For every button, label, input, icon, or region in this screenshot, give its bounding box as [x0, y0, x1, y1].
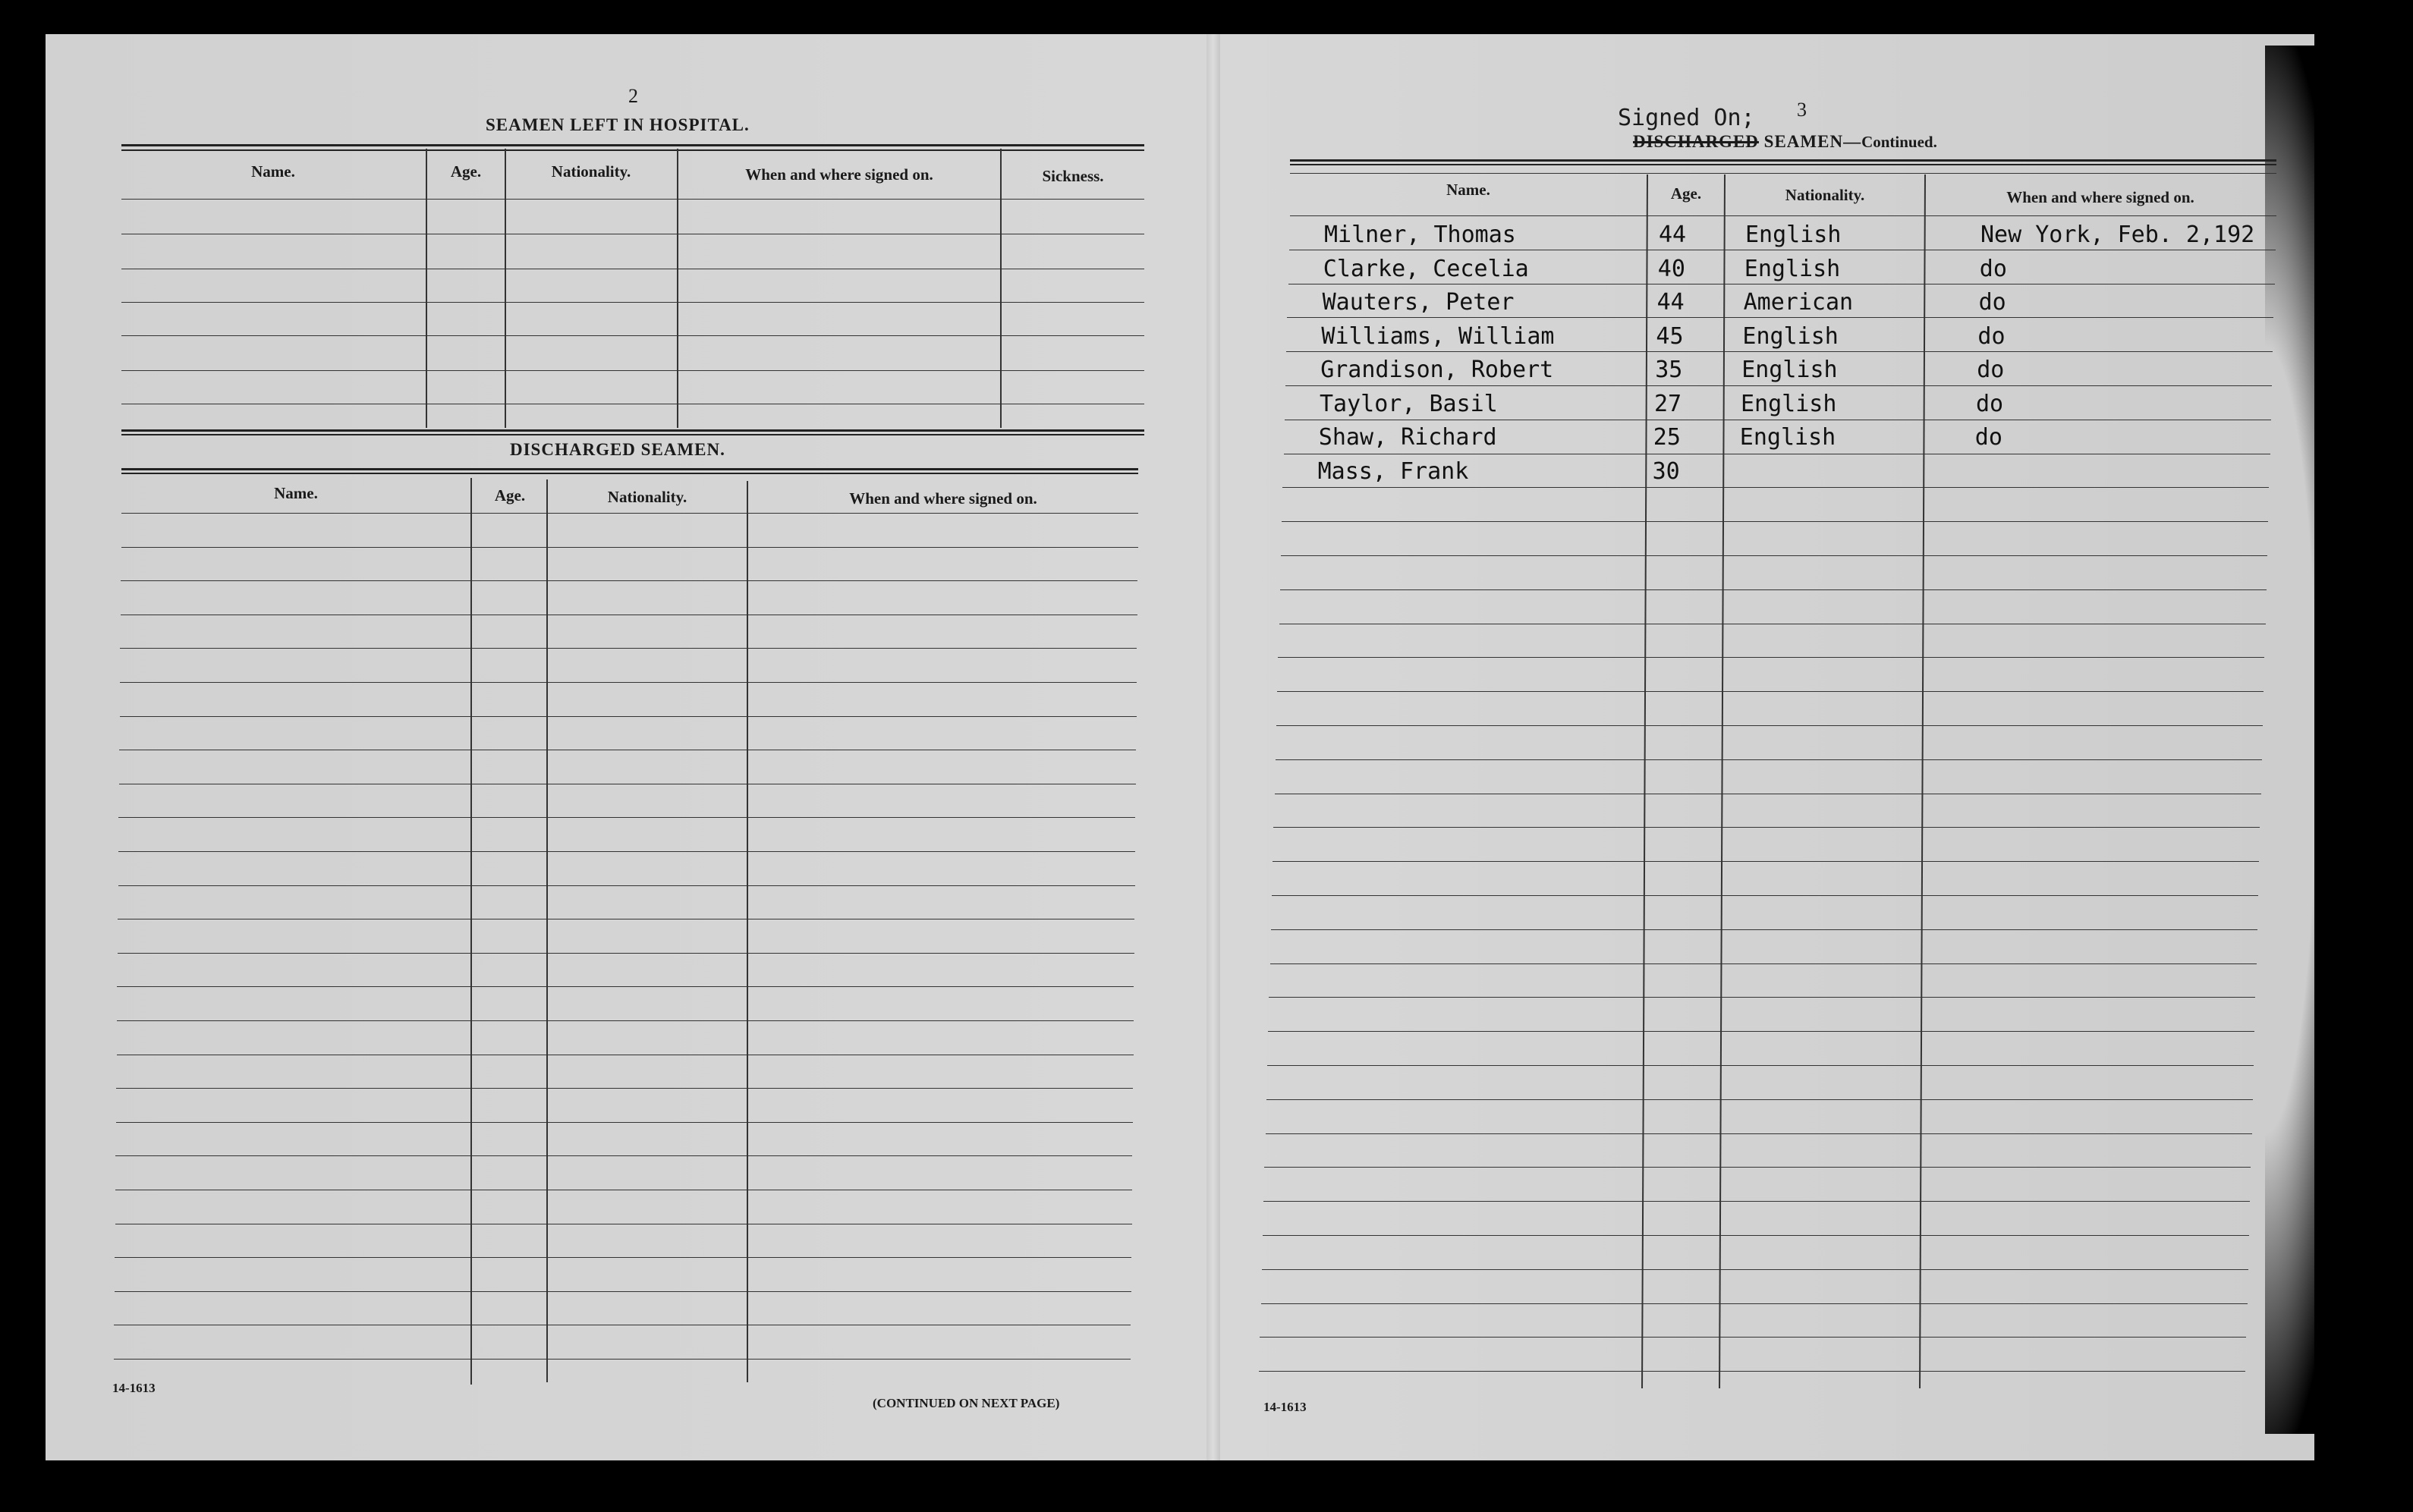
crew-name: Mass, Frank	[1317, 457, 1469, 485]
crew-signed-on: do	[1977, 357, 2005, 383]
hospital-header-rule	[121, 199, 1144, 200]
signed-on-heading: Signed On;	[1618, 105, 1755, 131]
signed-on-row-rule	[1263, 1201, 2250, 1202]
signed-on-row-rule	[1263, 1235, 2249, 1236]
crew-name: Williams, William	[1321, 322, 1555, 350]
signed-on-row-rule	[1264, 1167, 2251, 1168]
signed-on-row-rule	[1278, 657, 2264, 658]
discharged-title: DISCHARGED SEAMEN.	[510, 440, 725, 459]
signed-on-second-rule	[1290, 173, 2276, 174]
discharged-col-age: Age.	[494, 486, 526, 505]
signed-on-col-nationality: Nationality.	[1785, 186, 1865, 204]
page-fold	[1206, 34, 1220, 1460]
crew-age: 35	[1655, 357, 1683, 383]
signed-on-row-rule	[1262, 1269, 2248, 1270]
signed-on-row-rule	[1259, 1371, 2245, 1372]
signed-on-row-rule	[1266, 1133, 2252, 1134]
signed-on-col-name: Name.	[1446, 181, 1490, 199]
page-number-right: 3	[1797, 99, 1807, 121]
discharged-row-rule	[115, 1155, 1132, 1156]
hospital-col-sickness: Sickness.	[1042, 167, 1104, 185]
crew-nationality: English	[1741, 390, 1837, 417]
crew-signed-on: do	[1974, 424, 2002, 451]
hospital-col-nationality: Nationality.	[551, 162, 631, 181]
signed-on-col-age: Age.	[1670, 184, 1702, 203]
crew-age: 45	[1656, 322, 1684, 350]
hospital-col-name: Name.	[251, 162, 295, 181]
crew-age: 25	[1653, 424, 1681, 451]
hospital-divider	[1000, 149, 1002, 428]
form-number-left: 14-1613	[112, 1381, 156, 1395]
hospital-divider	[426, 149, 427, 428]
crew-age: 44	[1659, 222, 1687, 248]
signed-on-row-rule	[1267, 1065, 2254, 1066]
discharged-row-rule	[116, 1122, 1133, 1123]
signed-on-row-rule	[1280, 589, 2267, 590]
discharged-row-rule	[118, 851, 1135, 852]
crew-nationality: English	[1739, 424, 1836, 451]
discharged-row-rule	[117, 1020, 1134, 1021]
signed-on-row-rule	[1270, 963, 2257, 964]
title-seamen: SEAMEN—	[1758, 132, 1862, 151]
signed-on-row-rule	[1276, 759, 2262, 760]
signed-on-row-rule	[1277, 691, 2264, 692]
discharged-divider	[747, 481, 748, 1382]
crew-age: 30	[1652, 457, 1680, 485]
hospital-row-rule	[121, 370, 1144, 371]
page-number-left: 2	[628, 85, 638, 107]
hospital-bottom-rule	[121, 429, 1144, 435]
signed-on-row-rule	[1260, 1337, 2246, 1338]
discharged-row-rule	[118, 953, 1134, 954]
signed-on-row-rule	[1276, 725, 2263, 726]
title-continued: Continued.	[1861, 133, 1937, 151]
discharged-row-rule	[120, 716, 1137, 717]
crew-name: Wauters, Peter	[1322, 289, 1515, 316]
crew-name: Shaw, Richard	[1318, 424, 1497, 451]
crew-name: Grandison, Robert	[1320, 357, 1554, 383]
crew-age: 40	[1657, 255, 1685, 282]
crew-name: Clarke, Cecelia	[1323, 255, 1529, 282]
signed-on-row-rule	[1272, 895, 2258, 896]
discharged-top-rule	[121, 468, 1138, 474]
crew-nationality: English	[1741, 357, 1838, 383]
crew-nationality: English	[1745, 222, 1842, 248]
hospital-divider	[677, 149, 678, 428]
discharged-row-rule	[115, 1291, 1131, 1292]
discharged-row-rule	[116, 1088, 1133, 1089]
crew-signed-on: do	[1978, 289, 2006, 316]
signed-on-row-rule	[1261, 1303, 2248, 1304]
signed-on-row-rule	[1282, 521, 2268, 522]
discharged-row-rule	[121, 513, 1138, 514]
signed-on-row-rule	[1285, 385, 2272, 386]
torn-edge	[2265, 46, 2356, 1434]
hospital-col-age: Age.	[450, 162, 482, 181]
crew-signed-on: New York, Feb. 2,192	[1980, 222, 2255, 248]
signed-on-row-rule	[1290, 215, 2276, 216]
crew-nationality: English	[1742, 322, 1839, 350]
signed-on-row-rule	[1268, 1031, 2254, 1032]
discharged-col-name: Name.	[274, 484, 318, 502]
hospital-row-rule	[121, 335, 1144, 336]
signed-on-col-signed-on: When and where signed on.	[2006, 188, 2194, 206]
signed-on-row-rule	[1287, 317, 2273, 318]
discharged-row-rule	[117, 986, 1134, 987]
signed-on-row-rule	[1281, 555, 2267, 556]
hospital-row-rule	[121, 302, 1144, 303]
document-page	[46, 34, 2314, 1460]
discharged-row-rule	[120, 648, 1137, 649]
signed-on-row-rule	[1269, 997, 2255, 998]
crew-signed-on: do	[1979, 255, 2007, 282]
crew-name: Milner, Thomas	[1324, 222, 1516, 248]
continued-title	[1633, 132, 1937, 152]
hospital-divider	[505, 149, 506, 428]
crew-name: Taylor, Basil	[1320, 390, 1498, 417]
struck-discharged: DISCHARGED	[1633, 132, 1759, 151]
signed-on-row-rule	[1271, 929, 2257, 930]
continued-note: (CONTINUED ON NEXT PAGE)	[873, 1396, 1060, 1410]
discharged-row-rule	[118, 885, 1135, 886]
hospital-top-rule	[121, 144, 1144, 151]
crew-age: 27	[1654, 390, 1682, 417]
discharged-row-rule	[121, 547, 1138, 548]
hospital-col-signed-on: When and where signed on.	[745, 165, 933, 184]
signed-on-row-rule	[1282, 487, 2269, 488]
signed-on-top-rule	[1290, 159, 2276, 165]
discharged-row-rule	[114, 1359, 1131, 1360]
crew-signed-on: do	[1977, 322, 2006, 350]
hospital-title: SEAMEN LEFT IN HOSPITAL.	[486, 115, 750, 134]
crew-nationality: American	[1743, 289, 1854, 316]
discharged-col-signed-on: When and where signed on.	[849, 489, 1037, 508]
signed-on-row-rule	[1266, 1099, 2253, 1100]
crew-nationality: English	[1744, 255, 1841, 282]
crew-age: 44	[1656, 289, 1685, 316]
discharged-row-rule	[120, 682, 1137, 683]
discharged-col-nationality: Nationality.	[607, 488, 687, 506]
discharged-row-rule	[118, 817, 1135, 818]
signed-on-row-rule	[1273, 861, 2259, 862]
form-number-right: 14-1613	[1263, 1400, 1307, 1414]
signed-on-row-rule	[1286, 351, 2273, 352]
signed-on-row-rule	[1273, 827, 2260, 828]
crew-signed-on: do	[1976, 390, 2004, 417]
discharged-row-rule	[115, 1257, 1131, 1258]
discharged-row-rule	[121, 580, 1137, 581]
